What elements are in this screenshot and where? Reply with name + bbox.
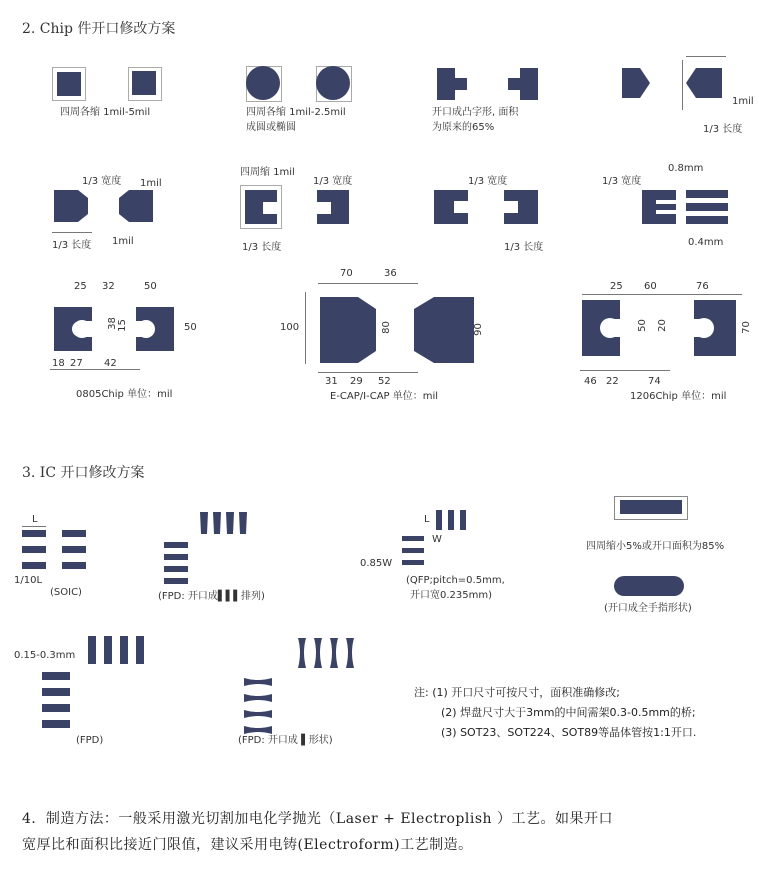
chip-pad-left xyxy=(52,305,100,353)
dim-label: 31 xyxy=(325,376,338,387)
convex-pad-left xyxy=(435,66,475,102)
dim-label: 1/3 长度 xyxy=(703,124,743,135)
chip-pad-left xyxy=(243,188,283,228)
caption: E-CAP/I-CAP 单位：mil xyxy=(330,391,439,402)
dim-label: 1/3 长度 xyxy=(242,242,282,253)
caption: 成圆或椭圆 xyxy=(246,122,296,133)
pentagon-pad-right xyxy=(686,66,726,102)
dim-label: 60 xyxy=(644,281,657,292)
dim-label: 50 xyxy=(636,319,648,332)
fpd-pads-left xyxy=(162,540,192,594)
dim-label: 42 xyxy=(104,358,117,369)
dim-label: L xyxy=(424,514,430,525)
dim-label: 18 xyxy=(52,358,65,369)
dim-label: 50 xyxy=(144,281,157,292)
section-4-paragraph xyxy=(22,806,752,858)
caption: 四周缩小5%或开口面积为85% xyxy=(586,541,725,552)
dim-label: 1/3 长度 xyxy=(52,240,92,251)
dim-label: 50 xyxy=(184,322,197,333)
chip-pad-left xyxy=(640,188,680,228)
dim-label: 0.15-0.3mm xyxy=(14,650,76,661)
dim-label: W xyxy=(432,534,442,545)
dim-label: 36 xyxy=(384,268,397,279)
dim-label: 0.8mm xyxy=(668,163,704,174)
dim-label: 20 xyxy=(656,319,668,332)
dim-label: 1/3 宽度 xyxy=(468,176,508,187)
dim-label: 70 xyxy=(340,268,353,279)
caption: (FPD: 开口成▌▌▌排列) xyxy=(158,591,265,602)
chip-pad-left xyxy=(580,298,636,358)
convex-pad-right xyxy=(502,66,542,102)
chip-pad-left xyxy=(52,188,92,224)
dim-label: 1/3 宽度 xyxy=(313,176,353,187)
dim-label: 70 xyxy=(740,321,752,334)
pentagon-pad-left xyxy=(620,66,660,102)
fpd-bowtie-pads-left xyxy=(242,676,276,736)
dim-label: 四周缩 1mil xyxy=(240,167,295,178)
caption: (FPD: 开口成 ▌形状) xyxy=(238,735,333,746)
dim-label: 0.4mm xyxy=(688,237,724,248)
dim-label: 46 xyxy=(584,376,597,387)
caption: 0805Chip 单位：mil xyxy=(76,389,173,400)
note-1: 注: (1) 开口尺寸可按尺寸，面积准确修改; xyxy=(414,686,620,699)
dim-label: 1/3 宽度 xyxy=(82,176,122,187)
dim-label: 1/3 长度 xyxy=(504,242,544,253)
caption: 开口成凸字形, 面积 xyxy=(432,107,519,118)
dim-label: 27 xyxy=(70,358,83,369)
dim-label: 1mil xyxy=(732,96,754,107)
section-4-line-1: 4．制造方法：一般采用激光切割加电化学抛光（Laser + Electroplish ）工艺。如果开口 xyxy=(22,811,613,827)
dim-label: 1/10L xyxy=(14,575,43,586)
dim-label: 32 xyxy=(102,281,115,292)
chip-pad-left xyxy=(432,188,472,228)
caption: 1206Chip 单位：mil xyxy=(630,391,727,402)
dim-label: 100 xyxy=(280,322,300,333)
ecap-pad-left xyxy=(318,295,382,365)
dim-label: 1mil xyxy=(112,236,134,247)
fpd-bowtie-pads-top xyxy=(296,636,360,670)
section-3-heading: 3. IC 开口修改方案 xyxy=(22,465,145,481)
dim-label: 25 xyxy=(610,281,623,292)
dim-label: 1mil xyxy=(140,178,162,189)
dim-label: 80 xyxy=(380,321,392,334)
section-2-heading: 2. Chip 件开口修改方案 xyxy=(22,21,176,37)
caption: 四周各缩 1mil-2.5mil xyxy=(246,107,346,118)
caption: (QFP;pitch=0.5mm, xyxy=(406,575,505,586)
dim-label: L xyxy=(32,514,38,525)
chip-pad-right xyxy=(117,188,157,224)
chip-pad-right xyxy=(313,188,353,228)
caption: (开口成全手指形状) xyxy=(604,603,692,614)
dim-label: 38 xyxy=(106,317,118,330)
dim-label: 25 xyxy=(74,281,87,292)
chip-pad-right xyxy=(130,305,178,353)
dim-label: 0.85W xyxy=(360,558,393,569)
dim-label: 15 xyxy=(116,319,128,332)
dim-label: 29 xyxy=(350,376,363,387)
dim-label: 52 xyxy=(378,376,391,387)
section-4-line-2: 宽厚比和面积比接近门限值，建议采用电铸(Electroform)工艺制造。 xyxy=(22,837,473,853)
ecap-pad-right xyxy=(412,295,476,365)
note-3: (3) SOT23、SOT224、SOT89等晶体管按1:1开口. xyxy=(441,726,697,739)
caption: 开口宽0.235mm) xyxy=(410,590,493,601)
chip-pad-right xyxy=(684,298,744,358)
dim-label: 90 xyxy=(472,323,484,336)
caption: (FPD) xyxy=(76,735,104,746)
caption: (SOIC) xyxy=(50,587,82,598)
dim-label: 22 xyxy=(606,376,619,387)
dim-label: 76 xyxy=(696,281,709,292)
dim-label: 74 xyxy=(648,376,661,387)
note-2: (2) 焊盘尺寸大于3mm的中间需架0.3-0.5mm的桥; xyxy=(441,706,696,719)
caption: 为原来的65% xyxy=(432,122,495,133)
chip-pad-right xyxy=(502,188,542,228)
caption: 四周各缩 1mil-5mil xyxy=(60,107,151,118)
dim-label: 1/3 宽度 xyxy=(602,176,642,187)
fpd-pads-top xyxy=(198,510,254,536)
